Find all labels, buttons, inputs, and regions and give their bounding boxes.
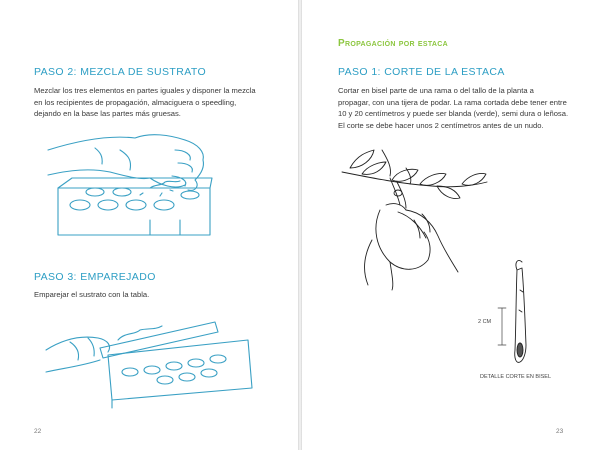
bevel-cut-detail xyxy=(302,0,600,450)
measure-label: 2 CM xyxy=(478,319,492,325)
right-page xyxy=(302,0,600,450)
step1-line: Cortar en bisel parte de una rama o del tallo de la planta a xyxy=(338,86,534,95)
step2-line: en los recipientes de propagación, almaciguera o speedling, xyxy=(34,97,237,107)
leveling-illustration xyxy=(0,0,298,450)
step1-line: propagar, con una tijera de podar. La rama cortada debe tener entre xyxy=(338,97,567,107)
step1-title: PASO 1: CORTE DE LA ESTACA xyxy=(338,66,505,78)
step3-line: Emparejar el sustrato con la tabla. xyxy=(34,290,150,299)
page-number-right: 23 xyxy=(556,428,564,435)
step3-title: PASO 3: EMPAREJADO xyxy=(34,271,156,283)
step1-line: El corte se debe hacer unos 2 centímetros antes de un nudo. xyxy=(338,120,544,130)
step1-line: 10 y 20 centímetros y puede ser blanda (verde), semi dura o leñosa. xyxy=(338,109,569,118)
step2-line: Mezclar los tres elementos en partes iguales y disponer la mezcla xyxy=(34,86,256,95)
page-number-left: 22 xyxy=(34,428,42,435)
left-page xyxy=(0,0,298,450)
step2-title: PASO 2: MEZCLA DE SUSTRATO xyxy=(34,66,207,78)
step2-line: dejando en la base las partes más gruesas. xyxy=(34,109,181,118)
section-title: Propagación por estaca xyxy=(338,38,448,49)
detail-caption: DETALLE CORTE EN BISEL xyxy=(480,374,552,380)
